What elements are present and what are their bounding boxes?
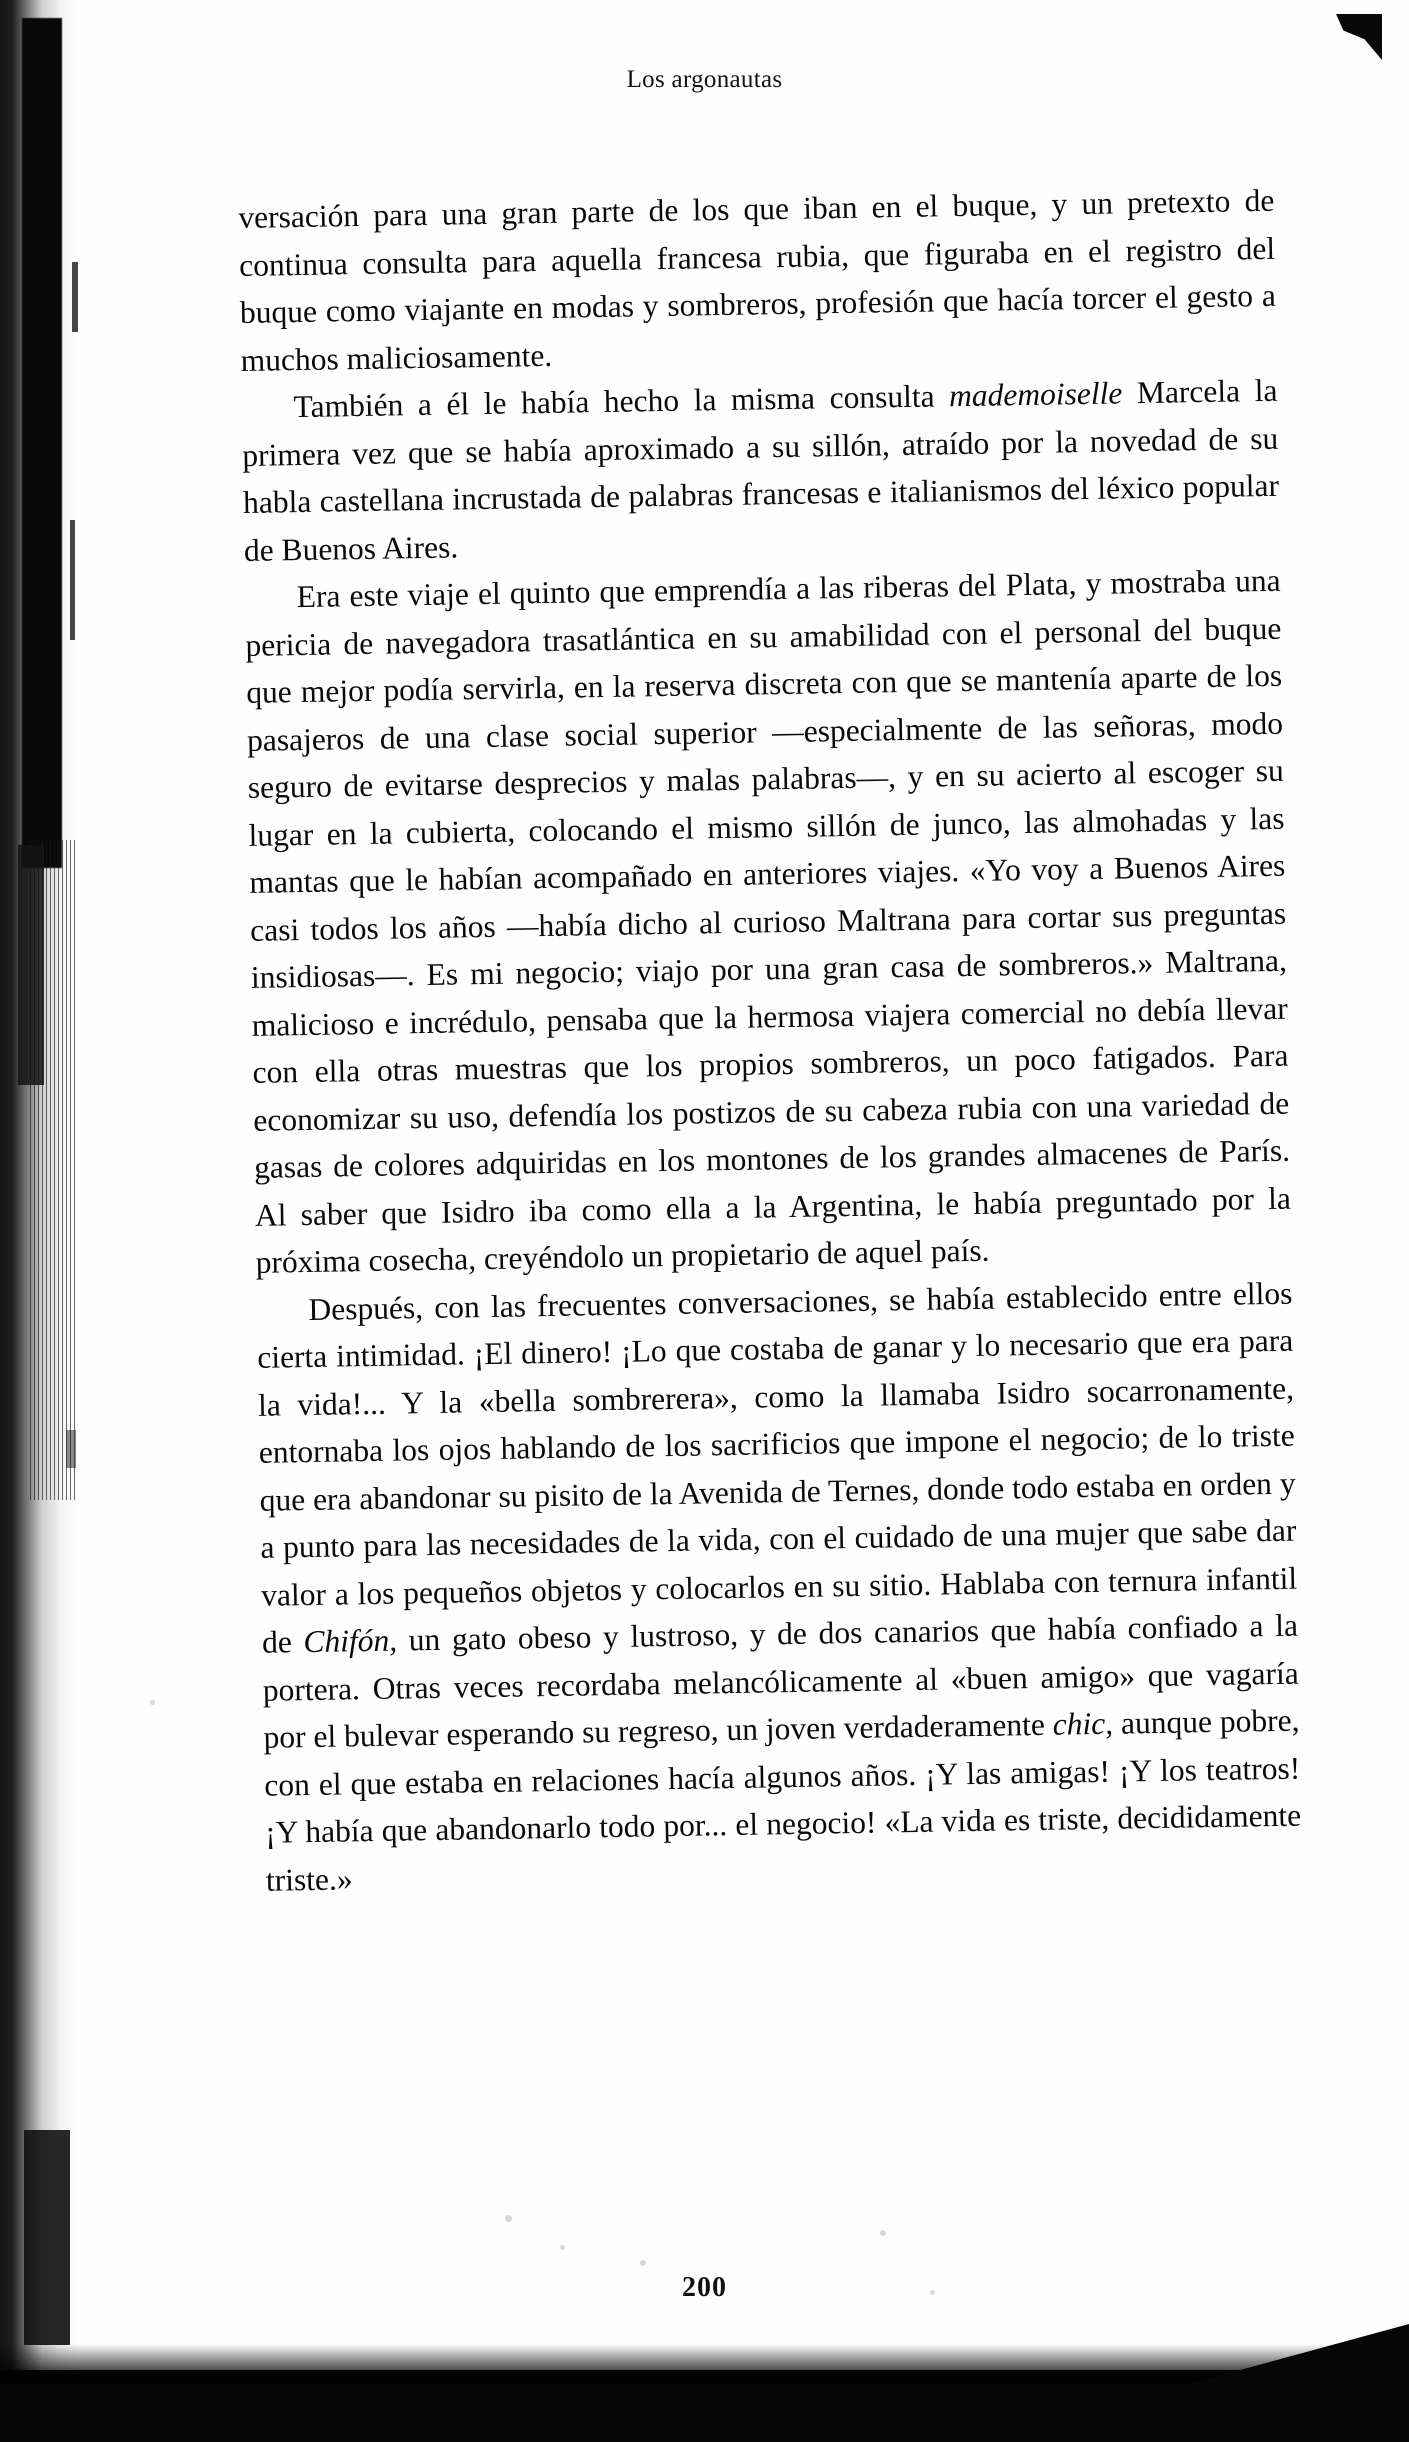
paragraph-2-text-before: También a él le había hecho la misma consulta [293,378,950,425]
paragraph-3-text: Era este viaje el quinto que emprendía a las riberas del Plata, y mostraba una pericia de navegadora trasatlántica en su amabilidad con el personal del buque que mejor podía servirla, en la reserva discreta con que se mantenía aparte de los pasajeros de una clase social superior —especialmente de las señoras, modo seguro de evitarse desprecios y malas palabras—, y en su acierto al escoger su lugar en la cubierta, colocando el mismo sillón de junco, las almohadas y las mantas que le habían acompañado en anteriores viajes. «Yo voy a Buenos Aires casi todos los años —había dicho al curioso Maltrana para cortar sus preguntas insidiosas—. Es mi negocio; viajo por una gran casa de sombreros.» Maltrana, malicioso e incrédulo, pensaba que la hermosa viajera comercial no debía llevar con ella otras muestras que los propios sombreros, un poco fatigados. Para economizar su uso, defendía los postizos de su cabeza rubia con una variedad de gasas de colores adquiridas en los montones de los grandes almacenes de París. Al saber que Isidro iba como ella a la Argentina, le había preguntado por la próxima cosecha, creyéndolo un propietario de aquel país. [245,562,1292,1280]
gutter-fleck [66,1430,76,1468]
scan-speckle [640,2260,646,2266]
paragraph-4-italic-chic: chic, [1052,1705,1114,1742]
body-text-column [238,177,1302,1904]
gutter-artifact-lower [24,2130,70,2345]
gutter-fleck [70,520,75,640]
paragraph-1-text: versación para una gran parte de los que iban en el buque, y un pretexto de continua consulta para aquella francesa rubia, que figuraba en el registro del buque como viajante en modas y sombreros, profesión que hacía torcer el gesto a muchos maliciosamente. [238,182,1277,378]
scan-speckle [880,2230,886,2236]
paragraph-2-italic: mademoiselle [948,375,1123,414]
scan-speckle [505,2215,512,2222]
paragraph-4-text-middle: un gato obeso y lustroso, y de dos canarios que había confiado a la portera. Otras veces recordaba melancólicamente al «buen amigo» que vagaría por el bulevar esperando su regreso, un joven verdaderamente [262,1607,1299,1755]
scan-speckle [150,1700,155,1705]
gutter-artifact-upper [22,18,62,868]
gutter-streak-artifact [30,840,76,1500]
paragraph-4-text-after: aunque pobre, con el que estaba en relaciones hacía algunos años. ¡Y las amigas! ¡Y los teatros! ¡Y había que abandonarlo todo por... el negocio! «La vida es triste, decididamente triste.» [264,1702,1302,1898]
paragraph-2 [241,367,1280,574]
gutter-fleck [72,262,78,332]
paragraph-2-text-after: Marcela la primera vez que se había aproximado a su sillón, atraído por la novedad de su habla castellana incrustada de palabras francesas e italianismos del léxico popular de Buenos Aires. [242,372,1280,568]
paragraph-4-italic-chifon: Chifón, [303,1622,398,1660]
scan-speckle [560,2245,565,2250]
paragraph-3 [244,557,1292,1287]
page-bottom-edge-artifact [0,2370,1409,2442]
page-number: 200 [682,2272,727,2303]
running-head: Los argonautas [626,66,783,93]
paragraph-4 [256,1269,1302,1904]
corner-mark-artifact [1336,14,1382,60]
paragraph-1 [238,177,1277,384]
paragraph-4-text-before: Después, con las frecuentes conversaciones, se había establecido entre ellos cierta intimidad. ¡El dinero! ¡Lo que costaba de ganar y lo necesario que era para la vida!... Y la «bella sombrerera», como la llamaba Isidro socarronamente, entornaba los ojos hablando de los sacrificios que impone el negocio; de lo triste que era abandonar su pisito de la Avenida de Ternes, donde todo estaba en orden y a punto para las necesidades de la vida, con el cuidado de una mujer que sabe dar valor a los pequeños objetos y colocarlos en su sitio. Hablaba con ternura infantil de [257,1275,1298,1660]
